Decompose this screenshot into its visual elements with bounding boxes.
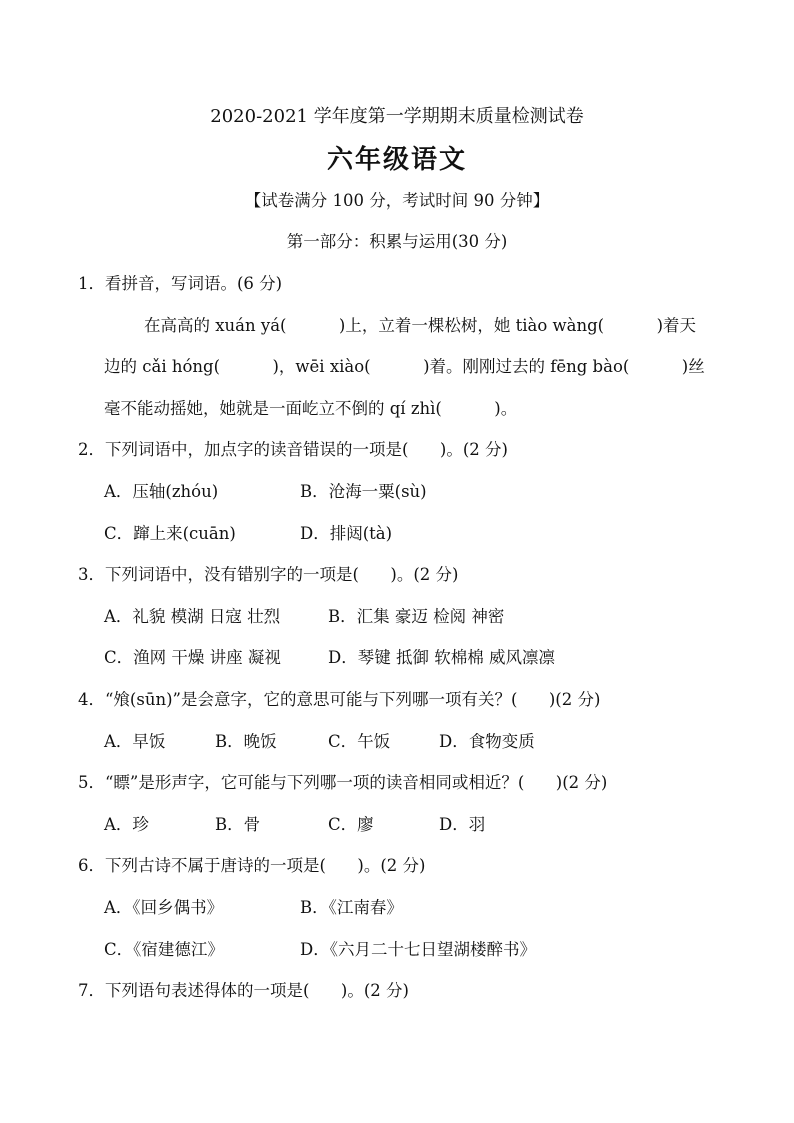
- question-2-option-c: C．蹿上来(cuān): [104, 524, 236, 543]
- exam-note: 【试卷满分 100 分，考试时间 90 分钟】: [244, 191, 550, 210]
- question-4-option-a: A．早饭: [104, 732, 166, 751]
- section-heading: 第一部分：积累与运用(30 分): [286, 232, 508, 251]
- question-2-option-a: A．压轴(zhóu): [104, 482, 219, 501]
- question-7-stem: 7．下列语句表述得体的一项是( )。(2 分): [78, 981, 409, 1000]
- question-4-option-c: C．午饭: [328, 732, 391, 751]
- question-2-option-b: B．沧海一粟(sù): [300, 482, 427, 501]
- question-6-option-d: D．《六月二十七日望湖楼醉书》: [300, 940, 536, 959]
- question-1-stem: 1．看拼音，写词语。(6 分): [78, 274, 283, 293]
- question-5-option-d: D．羽: [439, 815, 486, 834]
- question-5-option-b: B．骨: [215, 815, 261, 834]
- question-6-option-c: C．《宿建德江》: [104, 940, 224, 959]
- question-2-option-d: D．排闼(tà): [300, 524, 393, 543]
- question-3-option-b: B．汇集 豪迈 检阅 神密: [328, 607, 505, 626]
- exam-title: 2020-2021 学年度第一学期期末质量检测试卷: [210, 106, 584, 127]
- question-6-option-a: A．《回乡偶书》: [104, 898, 224, 917]
- question-3-option-a: A．礼貌 模湖 日寇 壮烈: [104, 607, 281, 626]
- question-1-line-3: 毫不能动摇她，她就是一面屹立不倒的 qí zhì( )。: [104, 399, 518, 418]
- question-3-option-c: C．渔网 干燥 讲座 凝视: [104, 648, 281, 667]
- question-5-option-c: C．廖: [328, 815, 374, 834]
- question-4-option-b: B．晚饭: [215, 732, 277, 751]
- question-6-option-b: B．《江南春》: [300, 898, 403, 917]
- subject-title: 六年级语文: [326, 145, 467, 175]
- question-1-line-1: 在高高的 xuán yá( )上，立着一棵松树，她 tiào wàng( )着天: [144, 316, 697, 335]
- question-2-stem: 2．下列词语中，加点字的读音错误的一项是( )。(2 分): [78, 440, 508, 459]
- question-3-stem: 3．下列词语中，没有错别字的一项是( )。(2 分): [78, 565, 459, 584]
- question-5-stem: 5．“瞟”是形声字，它可能与下列哪一项的读音相同或相近？( )(2 分): [78, 773, 608, 792]
- question-1-line-2: 边的 cǎi hóng( )，wēi xiào( )着。刚刚过去的 fēng bào( )丝: [104, 357, 705, 376]
- question-5-option-a: A．珍: [104, 815, 149, 834]
- question-3-option-d: D．琴键 抵御 软棉棉 威风凛凛: [328, 648, 555, 667]
- question-6-stem: 6．下列古诗不属于唐诗的一项是( )。(2 分): [78, 856, 426, 875]
- question-4-option-d: D．食物变质: [439, 732, 535, 751]
- question-4-stem: 4．“飧(sūn)”是会意字，它的意思可能与下列哪一项有关？( )(2 分): [78, 690, 601, 709]
